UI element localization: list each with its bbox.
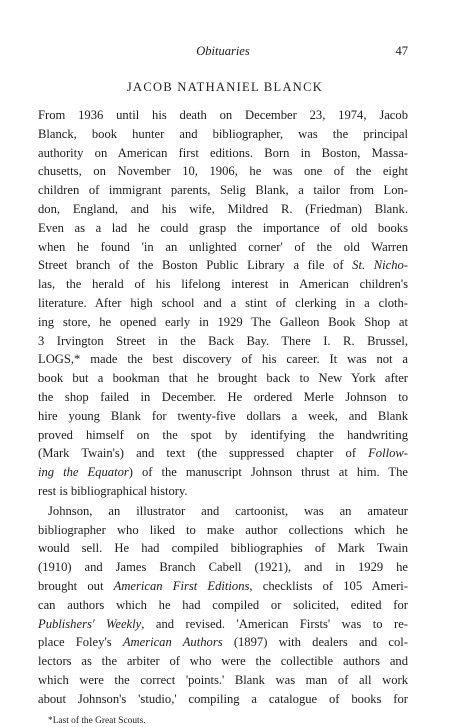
italic-title: St. Nicho- (352, 258, 408, 273)
italic-title: American First Editions (113, 578, 250, 593)
text-line (38, 633, 408, 652)
text-line: lectors as the arbiter of who were the collectible authors and (38, 654, 408, 669)
text-line: Even as a lad he could grasp the importance of old books (38, 220, 408, 235)
text-line (38, 577, 408, 596)
italic-title: American Authors (122, 635, 223, 650)
text-line: can authors which he had compiled or solicited, edited for (38, 597, 408, 612)
text-line: (1910) and James Branch Cabell (1921), and in 1929 he (38, 560, 408, 575)
text-line: las, the herald of his lifelong interest in American children's (38, 277, 408, 292)
text-line: children of immigrant parents, Selig Blank, a tailor from Lon- (38, 183, 408, 198)
text-line: about Johnson's 'studio,' compiling a catalogue of books for (38, 691, 408, 706)
text-run: place Foley's (38, 635, 123, 650)
text-run: , checklists of 105 Ameri- (249, 578, 408, 593)
text-run: ) of the manuscript Johnson thrust at him. The (128, 465, 409, 480)
text-line (38, 615, 408, 634)
running-head-title: Obituaries (196, 44, 250, 58)
text-line: bibliographer who liked to make author collections which he (38, 522, 408, 537)
italic-title: ing the Equator (38, 465, 129, 480)
text-line: proved himself on the spot by identifying the handwriting (38, 427, 408, 442)
text-line: From 1936 until his death on December 23, 1974, Jacob (38, 108, 408, 122)
text-line: don, England, and his wife, Mildred R. (Friedman) Blank. (38, 201, 408, 216)
running-head (38, 44, 408, 60)
text-line: authority on American first editions. Born in Boston, Massa- (38, 145, 408, 160)
text-line: Johnson, an illustrator and cartoonist, was an amateur (48, 503, 408, 518)
text-line: chusetts, on November 10, 1906, he was one of the eight (38, 164, 408, 179)
text-line (38, 444, 408, 463)
page-number: 47 (395, 44, 408, 58)
text-line: the shop failed in December. He ordered Merle Johnson to (38, 389, 408, 404)
text-line (38, 256, 408, 275)
text-line: ing store, he opened early in 1929 The Galleon Book Shop at (38, 314, 408, 329)
text-line: Blanck, book hunter and bibliographer, was the principal (38, 126, 408, 141)
paragraph-2 (38, 502, 408, 709)
text-line: hire young Blank for twenty-five dollars a week, and Blank (38, 408, 408, 423)
footnote: *Last of the Great Scouts. (48, 715, 146, 726)
paragraph-1 (38, 106, 408, 501)
text-line: literature. After high school and a stint of clerking in a cloth- (38, 295, 408, 310)
text-run: , and revised. 'American Firsts' was to re- (141, 616, 408, 631)
obituary-heading: JACOB NATHANIEL BLANCK (126, 80, 324, 94)
text-line: would sell. He had compiled bibliographies of Mark Twain (38, 541, 408, 556)
text-line (38, 463, 408, 482)
text-run: (1897) with dealers and col- (222, 635, 408, 650)
text-line: which were the correct 'points.' Blank was man of all work (38, 672, 408, 687)
text-line: when he found 'in an unlighted corner' of the old Warren (38, 239, 408, 254)
text-run: Street branch of the Boston Public Library a file of (38, 258, 353, 273)
text-line: rest is bibliographical history. (38, 483, 188, 498)
text-line: book but a bookman that he brought back to New York after (38, 371, 408, 386)
italic-title: Follow- (368, 446, 408, 461)
text-run: brought out (38, 578, 114, 593)
text-line: 3 Irvington Street in the Back Bay. There I. R. Brussel, (38, 333, 408, 348)
text-line: LOGS,* made the best discovery of his career. It was not a (38, 352, 408, 367)
text-run: (Mark Twain's) and text (the suppressed chapter of (38, 446, 369, 461)
italic-title: Publishers' Weekly (38, 616, 142, 631)
body-text (38, 106, 408, 727)
